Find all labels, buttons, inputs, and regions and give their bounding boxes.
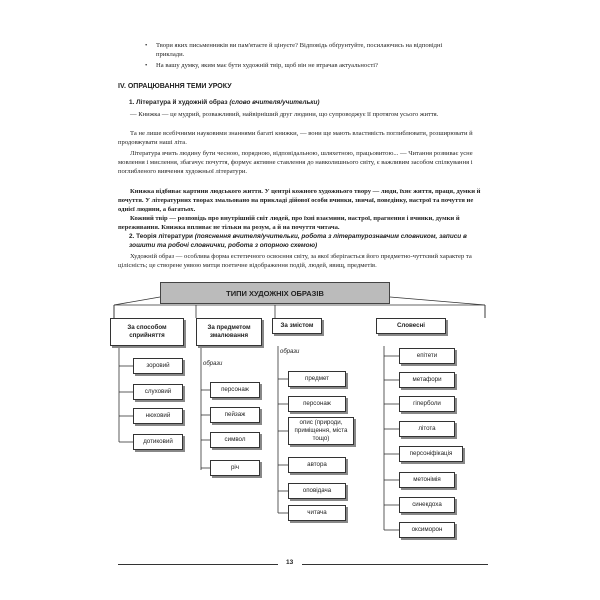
diagram-item: зоровий — [133, 358, 183, 374]
bullet-item: • Твори яких письменників ви пам'ятаєте й цінуєте? Відповідь обґрунтуйте, посилаючись на відповідні приклади. — [145, 42, 443, 58]
diagram-item: пейзаж — [210, 407, 260, 423]
column-head-verbal: Словесні — [376, 318, 446, 334]
diagram-item: гіперболи — [399, 396, 455, 412]
paragraph: Література вчить людину бути чесною, порядною, відповідальною, шляхетною, працьовитою... — Читання розвиває усне мовлення і мислення, збагачує почуття, формує активне ставлення до навколишнього світу, є важливим засобом спілкування і поглибленого вивчення художньої літератури. — [118, 150, 473, 175]
diagram-item: предмет — [288, 371, 346, 387]
diagram-item: читача — [288, 505, 346, 521]
diagram-item: персонаж — [210, 382, 260, 398]
diagram-item: метафори — [399, 372, 455, 388]
diagram-item: оповідача — [288, 483, 346, 499]
diagram-item: персоніфікація — [399, 446, 463, 462]
paragraph: Та не лише всебічними науковими знаннями багаті книжки, — вони ще мають властивість поглиблювати, розширювати й продовжувати наші літа. — [118, 130, 473, 146]
paragraph: — Книжка — це мудрий, розважливий, найвірніший друг людини, що супроводжує її протягом усього життя. — [130, 111, 439, 118]
footer-rule-left — [118, 564, 278, 565]
diagram-title: ТИПИ ХУДОЖНІХ ОБРАЗІВ — [160, 282, 390, 304]
diagram-item: опис (природи, приміщення, міста тощо) — [288, 417, 354, 445]
subsection-title-1: 1. Література й художній образ (слово вчителя/учительки) — [129, 99, 320, 106]
diagram-item: епітети — [399, 348, 455, 364]
footer-rule-right — [302, 564, 488, 565]
diagram-item: персонаж — [288, 396, 346, 412]
bullet-item: • На вашу думку, яким має бути художній твір, щоб він не втрачав актуальності? — [145, 62, 378, 69]
page-number: 13 — [286, 559, 294, 566]
section-title: IV. ОПРАЦЮВАННЯ ТЕМИ УРОКУ — [118, 83, 232, 90]
images-label: образи — [203, 361, 223, 367]
diagram-item: автора — [288, 457, 346, 473]
column-head-perception: За способом сприйняття — [110, 318, 184, 346]
diagram-item: слуховий — [133, 384, 183, 400]
diagram-item: літота — [399, 421, 455, 437]
definition-paragraph: Художній образ — особлива форма естетичного освоєння світу, за якої зберігається його предметно-чуттєвий характер та цілісність; це створене уявою митця поетичне відображення подій, людей, явищ, предметів. — [118, 253, 472, 269]
diagram-item: річ — [210, 460, 260, 476]
images-label: образи — [280, 349, 300, 355]
diagram-item: дотиковий — [133, 434, 183, 450]
diagram-item: метонімія — [399, 472, 455, 488]
subsection-title-2: 2. Теорія літератури (пояснення вчителя/учительки, робота з літературознавчим словником, записи в зошити та робочі словнички, робота з опорною схемою) — [129, 233, 467, 249]
paragraph: Книжка відбиває картини людського життя. У центрі кожного художнього твору — люди, їхнє життя, праця, думки й почуття. У літературних творах змальовано на прикладі дійової особи вчинки, звичаї, поведінку, настрої та почуття не однієї людини, а багатьох. — [118, 188, 481, 213]
diagram-item: синекдоха — [399, 497, 455, 513]
column-head-subject: За предметом змалювання — [196, 318, 262, 346]
paragraph: Кожний твір — розповідь про внутрішній світ людей, про їхні взаємини, настрої, прагнення і вчинки, думки й переживання. Книжка впливає не тільки на розум, а й на почуття читача. — [118, 215, 460, 231]
diagram-item: символ — [210, 432, 260, 448]
diagram-item: нюховий — [133, 408, 183, 424]
diagram-item: оксиморон — [399, 522, 455, 538]
column-head-content: За змістом — [272, 318, 322, 334]
